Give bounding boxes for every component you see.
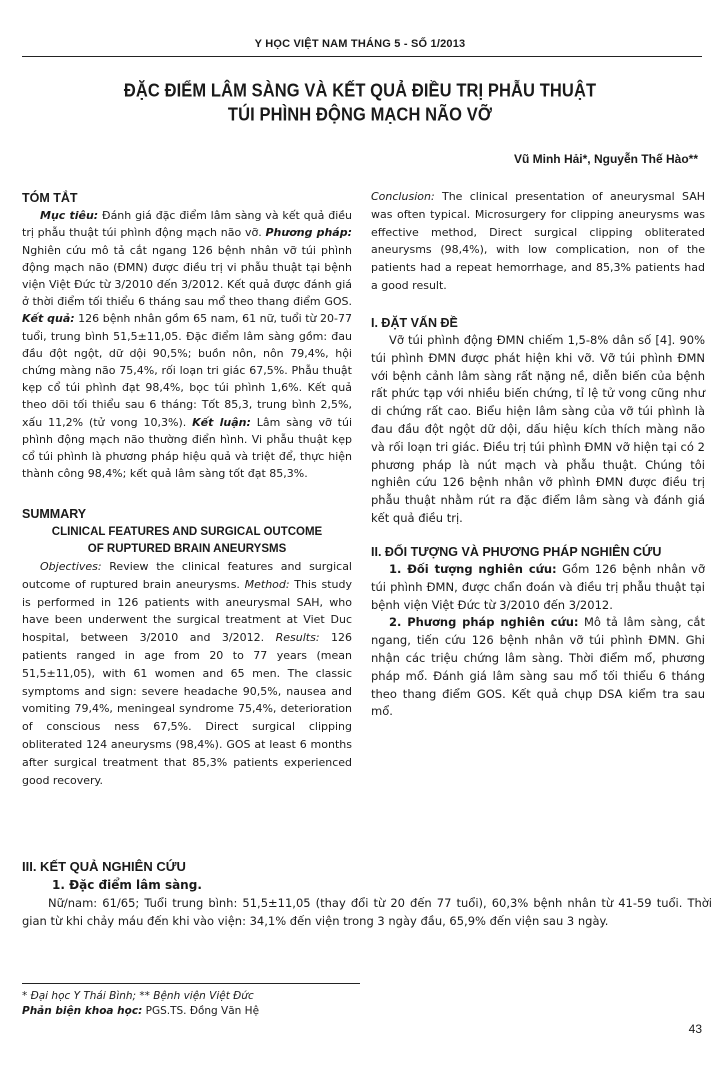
results-label: Results: bbox=[275, 631, 320, 645]
muc-tieu-label: Mục tiêu: bbox=[40, 209, 99, 223]
ket-qua-text: 126 bệnh nhân gồm 65 nam, 61 nữ, tuổi từ 20-77 tuổi, trung bình 51,5±11,05. Đặc điểm lâm sàng gồm: đau đầu đột ngột, dữ dội 90,5%; buồn nôn, nôn 79,4%, hội chứng màng não 75,4%, rối loạn tri giác 67,5%. Phẫu thuật kẹp cổ túi phình đạt 98,4%, bọc túi phình 1,6%. Kết quả theo dõi tối thiểu sau 6 tháng: Tốt 85,3, trung bình 2,5%, xấu 11,2% (tử vong 10,3%). bbox=[22, 312, 352, 429]
right-column bbox=[371, 188, 705, 721]
footnote-affiliations: * Đại học Y Thái Bình; ** Bệnh viện Việt Đức bbox=[22, 990, 254, 1002]
sub1-text: Gồm 126 bệnh nhân vỡ túi phình ĐMN, được chẩn đoán và điều trị phẫu thuật tại bệnh viện Việt Đức từ 3/2010 đến 3/2012. bbox=[371, 561, 705, 612]
objectives-label: Objectives: bbox=[40, 560, 102, 574]
section-3 bbox=[22, 858, 712, 930]
running-header: Y HỌC VIỆT NAM THÁNG 5 - SỐ 1/2013 bbox=[254, 38, 466, 50]
section-1-text: Vỡ túi phình động ĐMN chiếm 1,5-8% dân số [4]. 90% túi phình ĐMN được phát hiện khi vỡ. Vỡ túi phình ĐMN với bệnh cảnh lâm sàng rất nặng nề, diễn biến của bệnh rất phức tạp với nhiều biến chứng, tỉ lệ tử vong cũng như di chứng rất cao. Biểu hiện lâm sàng của vỡ túi phình là đau đầu đột ngột dữ dội, dấu hiệu kích thích màng não và rối loạn tri giác. Điều trị túi phình ĐMN vỡ hiện tại có 2 phương pháp là nút mạch và phẫu thuật. Chúng tôi nghiên cứu 126 bệnh nhân vỡ phình ĐMN được điều trị phẫu thuật nhằm rút ra đặc điểm lâm sàng và đánh giá kết quả điều trị. bbox=[371, 332, 705, 525]
section-2-subsection-2 bbox=[371, 614, 705, 721]
footnote-reviewer bbox=[22, 1004, 259, 1019]
conclusion-label: Conclusion: bbox=[371, 190, 435, 203]
sub1-label: 1. Đối tượng nghiên cứu: bbox=[389, 561, 557, 576]
left-column bbox=[22, 190, 352, 789]
section-2-subsection-1 bbox=[371, 561, 705, 614]
footnote-rule bbox=[22, 983, 360, 984]
authors: Vũ Minh Hải*, Nguyễn Thế Hào** bbox=[513, 152, 698, 166]
header-rule bbox=[22, 56, 702, 57]
objectives-text: Review the clinical features and surgical outcome of ruptured brain aneurysms. bbox=[22, 560, 352, 591]
muc-tieu-text: Đánh giá đặc điểm lâm sàng và kết quả điều trị phẫu thuật túi phình động mạch não vỡ. bbox=[22, 209, 352, 240]
phuong-phap-label: Phương pháp: bbox=[265, 226, 352, 240]
article-title-line-1: ĐẶC ĐIỂM LÂM SÀNG VÀ KẾT QUẢ ĐIỀU TRỊ PHẪU THUẬT bbox=[123, 80, 597, 102]
section-2-heading: II. ĐỐI TƯỢNG VÀ PHƯƠNG PHÁP NGHIÊN CỨU bbox=[371, 544, 662, 559]
spacer bbox=[371, 295, 705, 315]
summary-subtitle-line-2: OF RUPTURED BRAIN ANEURYSMS bbox=[87, 542, 287, 555]
phuong-phap-text: Nghiên cứu mô tả cắt ngang 126 bệnh nhân vỡ túi phình động mạch não (ĐMN) được điều trị vi phẫu thuật tại bệnh viện Việt Đức từ 3/2010 đến 3/2012. Kết quả được đánh giá ở thời điểm tối thiểu 6 tháng sau mổ theo thang điểm GOS. bbox=[22, 243, 352, 309]
sub2-text: Mô tả lâm sàng, cắt ngang, tiến cứu 126 bệnh nhân vỡ túi phình ĐMN. Ghi nhận các triệu chứng lâm sàng. Thời điểm mổ, phương pháp mổ. Đánh giá lâm sàng sau mổ tối thiểu 6 tháng theo thang điểm GOS. Kết quả chụp DSA kiểm tra sau mổ. bbox=[371, 615, 705, 719]
spacer bbox=[371, 528, 705, 544]
summary-heading: SUMMARY bbox=[22, 507, 87, 522]
section-3-heading: III. KẾT QUẢ NGHIÊN CỨU bbox=[22, 859, 186, 874]
section-3-text: Nữ/nam: 61/65; Tuổi trung bình: 51,5±11,05 (thay đổi từ 20 đến 77 tuổi), 60,3% bệnh nhân từ 41-59 tuổi. Thời gian từ khi chảy máu đến khi vào viện: 34,1% đến viện trong 3 ngày đầu, 65,9% đến viện sau 3 ngày. bbox=[22, 896, 712, 928]
spacer bbox=[22, 482, 352, 506]
reviewer-name: PGS.TS. Đồng Văn Hệ bbox=[142, 1005, 260, 1017]
tomtat-heading: TÓM TẮT bbox=[22, 191, 78, 205]
method-text: This study is performed in 126 patients with aneurysmal SAH, who have been underwent the surgical treatment at Viet Duc hospital, between 3/2010 and 3/2012. bbox=[22, 577, 352, 645]
ket-luan-text: Lâm sàng vỡ túi phình động mạch não thường điển hình. Vi phẫu thuật kẹp cổ túi phình là phương pháp hiệu quả và triệt để, thực hiện thành công 98,4%; kết quả lâm sàng tốt đạt 85,3%. bbox=[22, 415, 353, 481]
sub2-label: 2. Phương pháp nghiên cứu: bbox=[389, 615, 579, 630]
section-3-subtitle: 1. Đặc điểm lâm sàng. bbox=[52, 878, 202, 892]
results-text: 126 patients ranged in age from 20 to 77 years (mean 51,5±11,05), with 61 women and 65 men. The classic symptoms and sign: severe headache 90,5%, nausea and vomiting 79,4%, meningeal syndrome 75,4%, deterioration of conscious ness 67,5%. Direct surgical clipping obliterated 124 aneurysms (98,4%). GOS at least 6 months after surgical treatment that 85,3% patients experienced good recovery. bbox=[22, 631, 352, 787]
tomtat-abstract bbox=[22, 207, 352, 482]
ket-qua-label: Kết quả: bbox=[22, 312, 75, 326]
page-number: 43 bbox=[688, 1022, 702, 1036]
conclusion-text: The clinical presentation of aneurysmal SAH was often typical. Microsurgery for clipping aneurysms was effective method, Direct surgical clipping obliterated aneurysms (98,4%), with low complication, non of the patients had a repeat hemorrhage, and 85,3% patients had a good result. bbox=[371, 190, 705, 292]
section-1-heading: I. ĐẶT VẤN ĐỀ bbox=[371, 315, 458, 330]
ket-luan-label: Kết luận: bbox=[192, 415, 251, 429]
summary-abstract-part-1 bbox=[22, 558, 352, 789]
reviewer-label: Phản biện khoa học: bbox=[22, 1005, 143, 1017]
summary-subtitle-line-1: CLINICAL FEATURES AND SURGICAL OUTCOME bbox=[51, 525, 323, 538]
method-label: Method: bbox=[244, 577, 290, 591]
summary-abstract-part-2 bbox=[371, 188, 705, 295]
article-title-line-2: TÚI PHÌNH ĐỘNG MẠCH NÃO VỠ bbox=[227, 104, 493, 126]
